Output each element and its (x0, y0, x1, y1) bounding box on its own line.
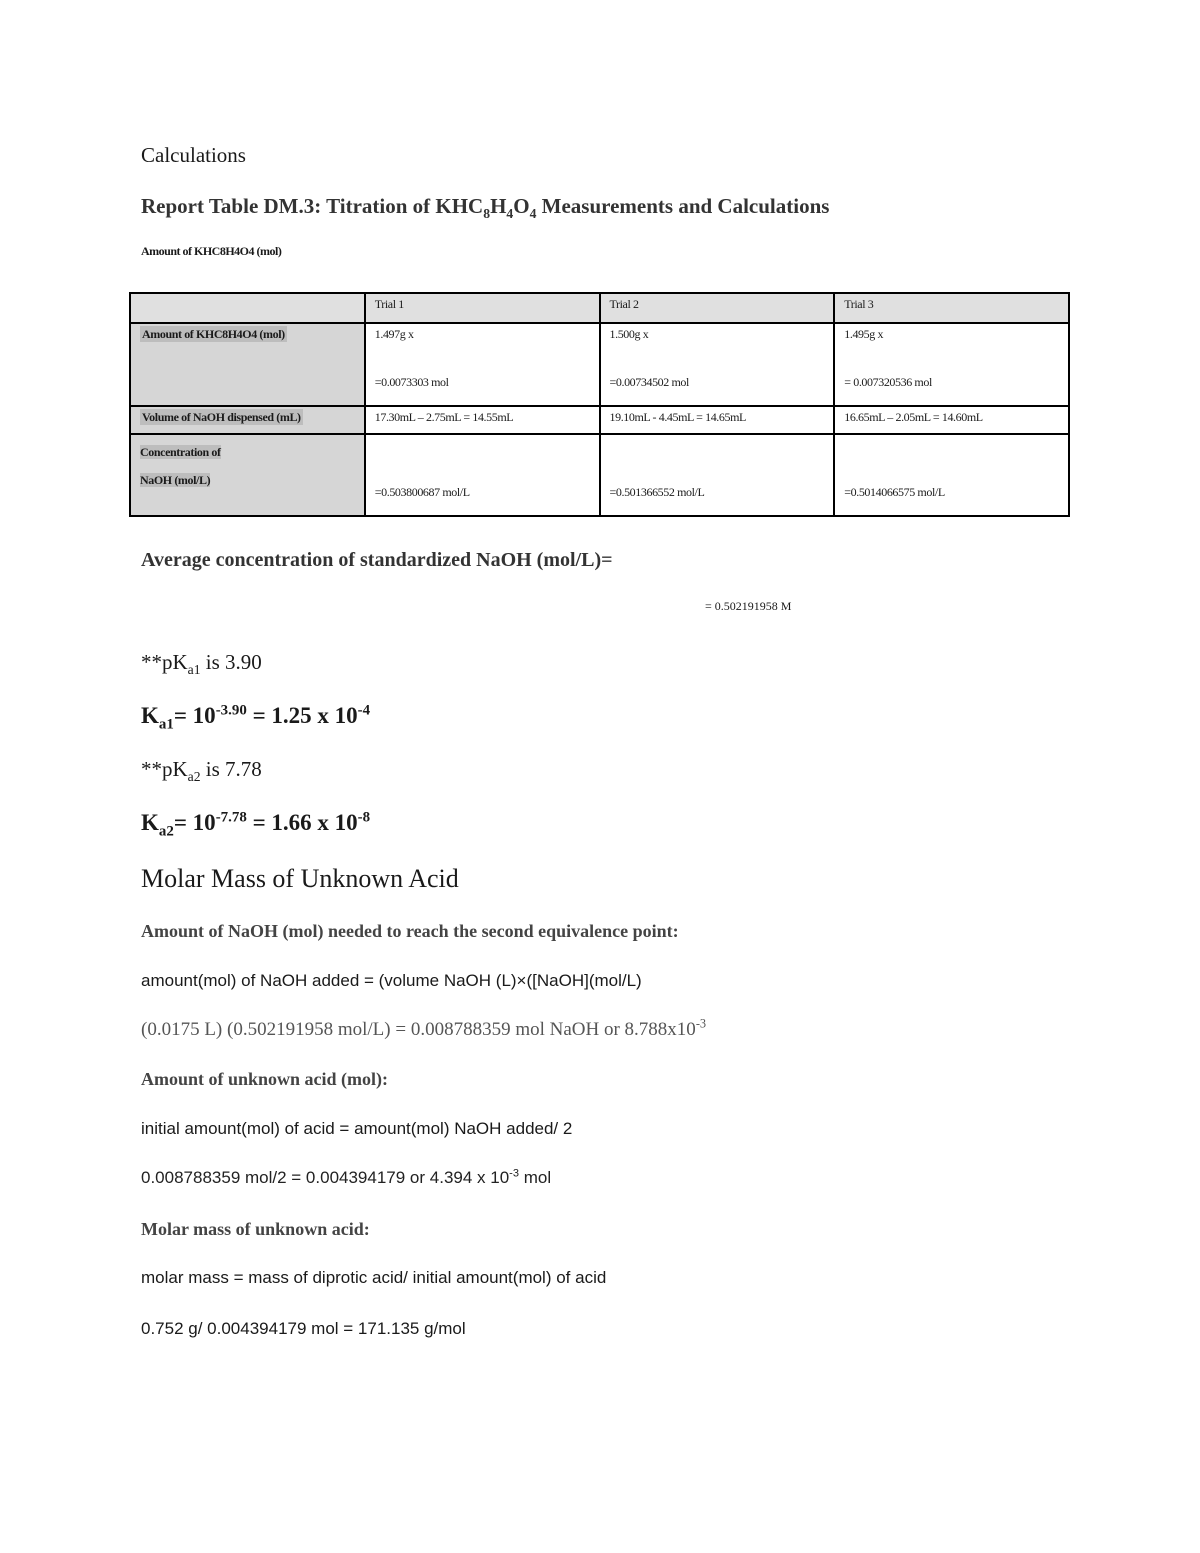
pka2-line: $**pK_{a2}$ is 7.78 (141, 757, 262, 785)
pka1-line: $**pK_{a1}$ is 3.90 (141, 650, 262, 678)
row-label-concentration: Concentration of NaOH (mol/L) (130, 434, 365, 516)
molar-mass-calc: 0.752 g/ 0.004394179 mol = 171.135 g/mol (141, 1319, 466, 1338)
table-row-concentration (130, 434, 1069, 516)
calculations-heading: Calculations (141, 143, 246, 167)
cell-conc-trial-1: =0.503800687 mol/L (365, 434, 600, 516)
header-cell-trial-3: Trial 3 (834, 293, 1069, 323)
table-row-volume (130, 406, 1069, 434)
amount-label: Amount of KHC8H4O4 (mol) (141, 244, 282, 258)
header-cell-trial-1: Trial 1 (365, 293, 600, 323)
naoh-amount-calc: (0.0175 L) (0.502191958 mol/L) = 0.008788359 mol NaOH or $8.788x10^{-3}$ (141, 1016, 707, 1040)
average-concentration-value: = 0.502191958 M (705, 599, 792, 613)
header-cell-empty (130, 293, 365, 323)
acid-amount-calc: 0.008788359 mol/2 = 0.004394179 or 4.394 x $10^{-3}$ mol (141, 1167, 552, 1187)
acid-amount-heading: Amount of unknown acid (mol): (141, 1069, 389, 1089)
cell-amount-trial-2: 1.500g x =0.00734502 mol (600, 323, 835, 406)
naoh-amount-heading: Amount of NaOH (mol) needed to reach the second equivalence point: (141, 921, 679, 941)
cell-volume-trial-2: 19.10mL - 4.45mL = 14.65mL (600, 406, 835, 434)
average-concentration-label: Average concentration of standardized NaOH (mol/L)= (141, 549, 613, 571)
molar-mass-heading: Molar Mass of Unknown Acid (141, 864, 459, 893)
cell-volume-trial-1: 17.30mL – 2.75mL = 14.55mL (365, 406, 600, 434)
acid-amount-formula: initial amount(mol) of acid = amount(mol) NaOH added/ 2 (141, 1119, 573, 1138)
cell-conc-trial-3: =0.5014066575 mol/L (834, 434, 1069, 516)
table-header-row (130, 293, 1069, 323)
molar-mass-formula: molar mass = mass of diprotic acid/ initial amount(mol) of acid (141, 1268, 607, 1287)
cell-amount-trial-3: 1.495g x = 0.007320536 mol (834, 323, 1069, 406)
cell-amount-trial-1: 1.497g x =0.0073303 mol (365, 323, 600, 406)
table-row-amount (130, 323, 1069, 406)
molar-mass-subheading: Molar mass of unknown acid: (141, 1219, 370, 1239)
table-title: Report Table DM.3: Titration of $KHC_8H_4O_4$ Measurements and Calculations (141, 194, 830, 222)
cell-volume-trial-3: 16.65mL – 2.05mL = 14.60mL (834, 406, 1069, 434)
titration-table (129, 292, 1070, 517)
ka1-line: $K_{a1}= 10^{-3.90} = 1.25$ x $10^{-4}$ (141, 702, 371, 733)
naoh-amount-formula: amount(mol) of NaOH added = (volume NaOH (L)×([NaOH](mol/L) (141, 971, 642, 990)
cell-conc-trial-2: =0.501366552 mol/L (600, 434, 835, 516)
ka2-line: $K_{a2}= 10^{-7.78} = 1.66$ x $10^{-8}$ (141, 809, 371, 840)
row-label-volume: Volume of NaOH dispensed (mL) (130, 406, 365, 434)
header-cell-trial-2: Trial 2 (600, 293, 835, 323)
row-label-amount: Amount of KHC8H4O4 (mol) (130, 323, 365, 406)
